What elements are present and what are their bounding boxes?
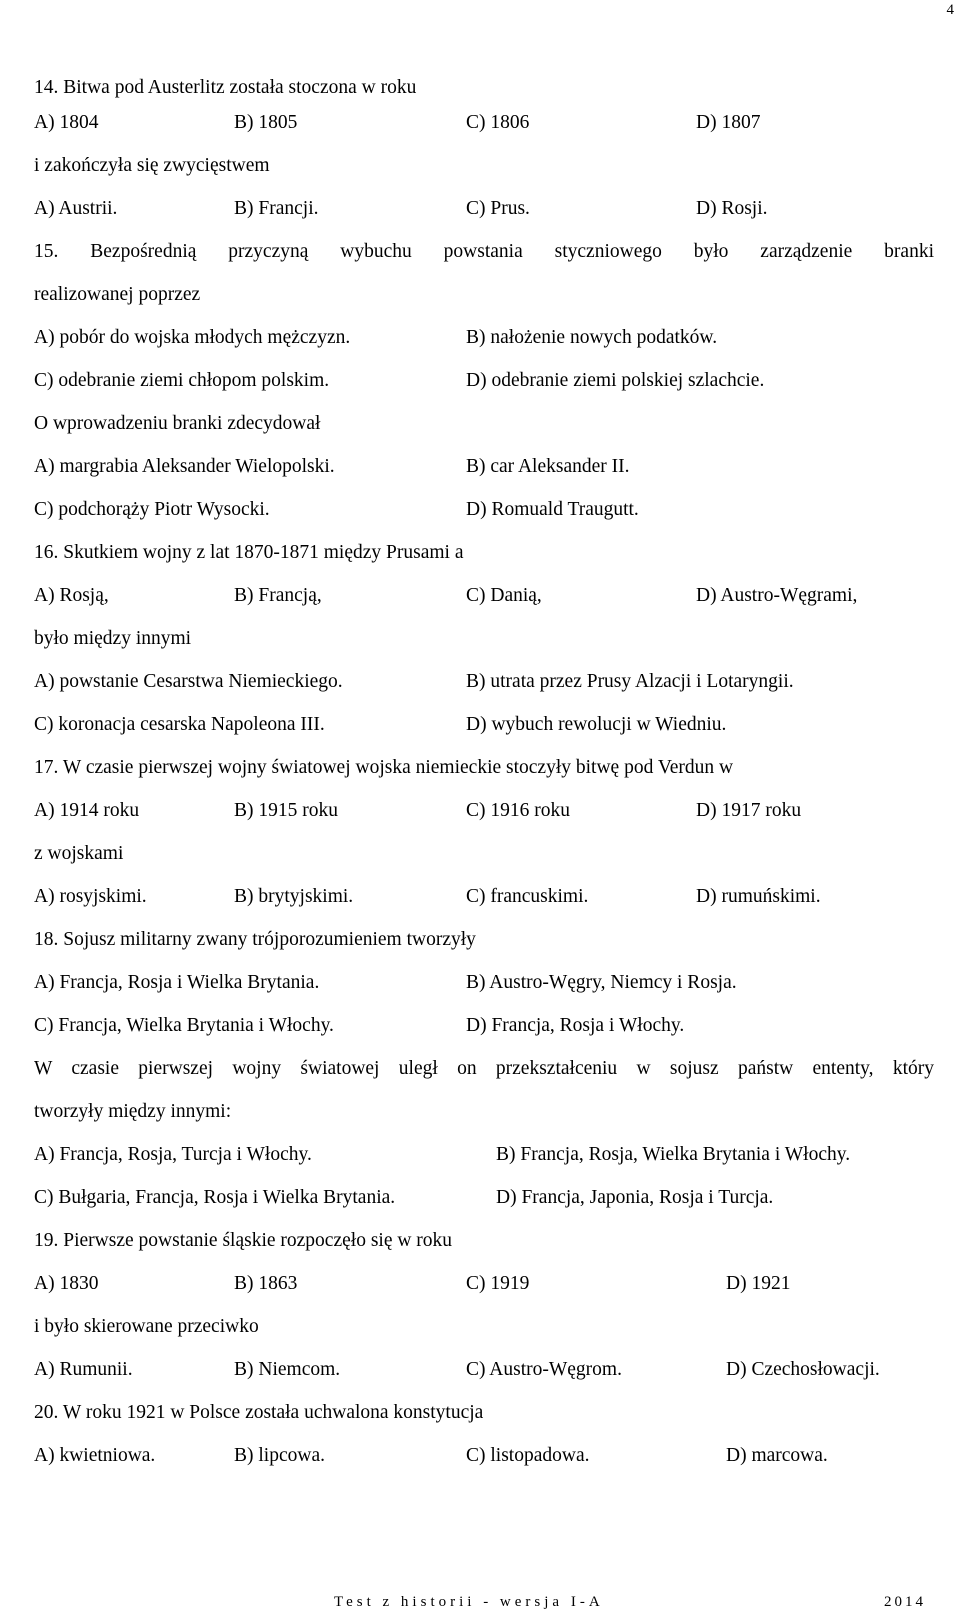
question-line xyxy=(34,531,934,574)
question-text: 17. W czasie pierwszej wojny światowej wojska niemieckie stoczyły bitwę pod Verdun w xyxy=(34,757,734,778)
question-line xyxy=(34,273,934,316)
answer-option[interactable]: C) Danią, xyxy=(466,585,542,606)
question-19 xyxy=(34,1219,934,1391)
question-14 xyxy=(34,66,934,230)
answer-option[interactable]: B) brytyjskimi. xyxy=(234,886,354,907)
answer-row xyxy=(34,1004,934,1047)
answer-option[interactable]: D) 1807 xyxy=(696,112,761,133)
answer-option[interactable]: C) podchorąży Piotr Wysocki. xyxy=(34,499,270,520)
answer-row xyxy=(34,101,934,144)
answer-option[interactable]: B) Niemcom. xyxy=(234,1359,341,1380)
answer-row xyxy=(34,789,934,832)
footer xyxy=(334,1594,926,1611)
answer-option[interactable]: B) nałożenie nowych podatków. xyxy=(466,327,718,348)
question-text: W czasie pierwszej wojny światowej uległ on przekształceniu w sojusz państw ententy, który xyxy=(34,1058,934,1079)
answer-option[interactable]: A) margrabia Aleksander Wielopolski. xyxy=(34,456,335,477)
answer-row xyxy=(34,359,934,402)
answer-option[interactable]: A) Austrii. xyxy=(34,198,118,219)
answer-option[interactable]: C) Francja, Wielka Brytania i Włochy. xyxy=(34,1015,334,1036)
question-line xyxy=(34,1391,934,1434)
answer-option[interactable]: D) Rosji. xyxy=(696,198,768,219)
question-text: O wprowadzeniu branki zdecydował xyxy=(34,413,321,434)
answer-option[interactable]: C) 1916 roku xyxy=(466,800,570,821)
question-text: 20. W roku 1921 w Polsce została uchwalona konstytucja xyxy=(34,1402,484,1423)
answer-option[interactable]: D) rumuńskimi. xyxy=(696,886,821,907)
question-16 xyxy=(34,531,934,746)
answer-option[interactable]: A) rosyjskimi. xyxy=(34,886,147,907)
answer-row xyxy=(34,961,934,1004)
question-18 xyxy=(34,918,934,1219)
question-line xyxy=(34,1305,934,1348)
question-text: i było skierowane przeciwko xyxy=(34,1316,259,1337)
question-20 xyxy=(34,1391,934,1477)
answer-option[interactable]: A) Rosją, xyxy=(34,585,109,606)
answer-option[interactable]: B) Austro-Węgry, Niemcy i Rosja. xyxy=(466,972,737,993)
answer-option[interactable]: B) Francji. xyxy=(234,198,319,219)
question-15 xyxy=(34,230,934,531)
answer-option[interactable]: A) 1914 roku xyxy=(34,800,140,821)
answer-row xyxy=(34,1262,934,1305)
question-line xyxy=(34,617,934,660)
answer-option[interactable]: D) marcowa. xyxy=(726,1445,828,1466)
question-line xyxy=(34,918,934,961)
answer-row xyxy=(34,1348,934,1391)
question-text: 19. Pierwsze powstanie śląskie rozpoczęło się w roku xyxy=(34,1230,453,1251)
answer-option[interactable]: C) 1919 xyxy=(466,1273,530,1294)
answer-option[interactable]: A) pobór do wojska młodych mężczyzn. xyxy=(34,327,351,348)
question-line xyxy=(34,230,934,273)
answer-option[interactable]: C) Bułgaria, Francja, Rosja i Wielka Brytania. xyxy=(34,1187,396,1208)
answer-option[interactable]: A) Francja, Rosja, Turcja i Włochy. xyxy=(34,1144,312,1165)
answer-option[interactable]: B) 1863 xyxy=(234,1273,298,1294)
footer-year: 2014 xyxy=(884,1594,926,1610)
question-text: 18. Sojusz militarny zwany trójporozumieniem tworzyły xyxy=(34,929,476,950)
question-line xyxy=(34,832,934,875)
answer-option[interactable]: A) powstanie Cesarstwa Niemieckiego. xyxy=(34,671,343,692)
question-line xyxy=(34,66,934,101)
answer-option[interactable]: A) Rumunii. xyxy=(34,1359,133,1380)
answer-option[interactable]: C) Austro-Węgrom. xyxy=(466,1359,622,1380)
answer-option[interactable]: D) Francja, Japonia, Rosja i Turcja. xyxy=(496,1187,774,1208)
answer-row xyxy=(34,445,934,488)
question-text: było między innymi xyxy=(34,628,192,649)
answer-option[interactable]: B) utrata przez Prusy Alzacji i Lotaryngii. xyxy=(466,671,794,692)
answer-option[interactable]: C) 1806 xyxy=(466,112,530,133)
answer-row xyxy=(34,703,934,746)
answer-option[interactable]: D) Czechosłowacji. xyxy=(726,1359,880,1380)
answer-row xyxy=(34,187,934,230)
answer-row xyxy=(34,660,934,703)
answer-row xyxy=(34,574,934,617)
answer-option[interactable]: C) listopadowa. xyxy=(466,1445,590,1466)
question-line xyxy=(34,1219,934,1262)
answer-option[interactable]: B) Francja, Rosja, Wielka Brytania i Włochy. xyxy=(496,1144,851,1165)
answer-row xyxy=(34,875,934,918)
answer-option[interactable]: B) lipcowa. xyxy=(234,1445,325,1466)
answer-row xyxy=(34,1133,934,1176)
question-text: 16. Skutkiem wojny z lat 1870-1871 między Prusami a xyxy=(34,542,464,563)
answer-option[interactable]: A) 1830 xyxy=(34,1273,99,1294)
question-text: tworzyły między innymi: xyxy=(34,1101,232,1122)
answer-row xyxy=(34,1176,934,1219)
answer-option[interactable]: C) odebranie ziemi chłopom polskim. xyxy=(34,370,330,391)
answer-row xyxy=(34,316,934,359)
answer-option[interactable]: D) 1921 xyxy=(726,1273,791,1294)
question-text: i zakończyła się zwycięstwem xyxy=(34,155,270,176)
answer-option[interactable]: B) 1805 xyxy=(234,112,298,133)
question-17 xyxy=(34,746,934,918)
question-text: z wojskami xyxy=(34,843,124,864)
answer-option[interactable]: C) francuskimi. xyxy=(466,886,589,907)
answer-row xyxy=(34,488,934,531)
test-content xyxy=(34,66,934,1477)
answer-row xyxy=(34,1434,934,1477)
answer-option[interactable]: D) Romuald Traugutt. xyxy=(466,499,639,520)
question-text: 15. Bezpośrednią przyczyną wybuchu powstania styczniowego było zarządzenie branki xyxy=(34,241,934,262)
answer-option[interactable]: D) odebranie ziemi polskiej szlachcie. xyxy=(466,370,765,391)
question-line xyxy=(34,1047,934,1090)
answer-option[interactable]: B) 1915 roku xyxy=(234,800,338,821)
footer-label: Test z historii - wersja I-A xyxy=(334,1594,604,1610)
answer-option[interactable]: D) 1917 roku xyxy=(696,800,802,821)
answer-option[interactable]: A) 1804 xyxy=(34,112,99,133)
answer-option[interactable]: A) kwietniowa. xyxy=(34,1445,156,1466)
question-text: 14. Bitwa pod Austerlitz została stoczona w roku xyxy=(34,77,417,98)
question-line xyxy=(34,1090,934,1133)
question-text: realizowanej poprzez xyxy=(34,284,201,305)
answer-option[interactable]: A) Francja, Rosja i Wielka Brytania. xyxy=(34,972,320,993)
answer-option[interactable]: B) Francją, xyxy=(234,585,322,606)
question-line xyxy=(34,144,934,187)
question-line xyxy=(34,402,934,445)
page-number: 4 xyxy=(946,2,954,18)
answer-option[interactable]: C) Prus. xyxy=(466,198,530,219)
question-line xyxy=(34,746,934,789)
answer-option[interactable]: B) car Aleksander II. xyxy=(466,456,630,477)
answer-option[interactable]: C) koronacja cesarska Napoleona III. xyxy=(34,714,325,735)
answer-option[interactable]: D) Austro-Węgrami, xyxy=(696,585,858,606)
answer-option[interactable]: D) wybuch rewolucji w Wiedniu. xyxy=(466,714,727,735)
answer-option[interactable]: D) Francja, Rosja i Włochy. xyxy=(466,1015,685,1036)
